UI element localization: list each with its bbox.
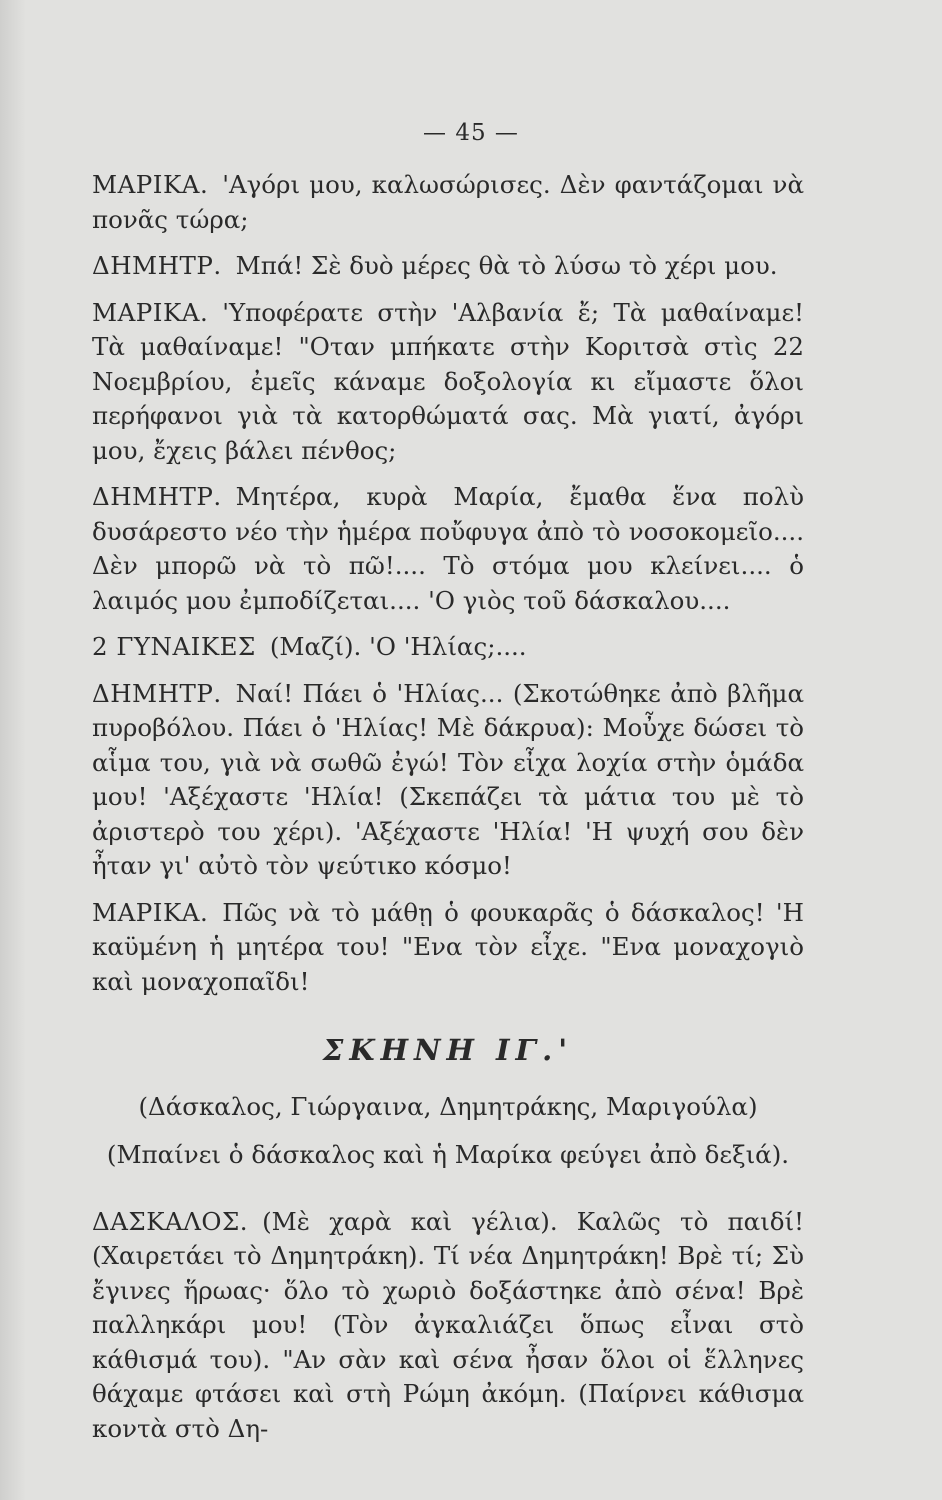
speaker-name: ΔΗΜΗΤΡ. [92, 678, 222, 708]
dialogue-text: (Μὲ χαρὰ καὶ γέλια). Καλῶς τὸ παιδί! (Χαιρετάει τὸ Δημητράκη). Τί νέα Δημητράκη! Βρὲ τί; Σὺ ἔγινες ἥρωας· ὅλο τὸ χωριὸ δοξάστηκε ἀπὸ σένα! Βρὲ παλληκάρι μου! (Τὸν ἀγκαλιάζει ὅπως εἶναι στὸ κάθισμά του). "Αν σὰν καὶ σένα ἦσαν ὅλοι οἱ ἕλληνες θάχαμε φτάσει καὶ στὴ Ρώμη ἀκόμη. (Παίρνει κάθισμα κοντὰ στὸ Δη- [92, 1206, 804, 1443]
speaker-name: ΔΑΣΚΑΛΟΣ. [92, 1206, 249, 1236]
speaker-name: ΜΑΡΙΚΑ. [92, 897, 209, 927]
dialogue-paragraph [92, 896, 804, 1000]
dialogue-paragraph [92, 296, 804, 469]
page-edge-shadow [0, 0, 26, 1500]
dialogue-paragraph [92, 480, 804, 618]
speaker-name: ΜΑΡΙΚΑ. [92, 297, 209, 327]
page-number: — 45 — [423, 120, 519, 146]
scene-title: ΣΚΗΝΗ ΙΓ.' [322, 1033, 574, 1067]
stage-direction: (Μπαίνει ὁ δάσκαλος καὶ ἡ Μαρίκα φεύγει ἀπὸ δεξιά). [106, 1140, 790, 1169]
dialogue-text: 'Υποφέρατε στὴν 'Αλβανία ἔ; Τὰ μαθαίναμε! Τὰ μαθαίναμε! "Οταν μπήκατε στὴν Κοριτσὰ στὶς 22 Νοεμβρίου, ἐμεῖς κάναμε δοξολογία κι εἴμαστε ὅλοι περήφανοι γιὰ τὰ κατορθώματά σας. Μὰ γιατί, ἀγόρι μου, ἔχεις βάλει πένθος; [92, 297, 804, 465]
dialogue-text: (Μαζί). 'Ο 'Ηλίας;.... [269, 632, 527, 661]
stage-cast: (Δάσκαλος, Γιώργαινα, Δημητράκης, Μαριγούλα) [138, 1091, 758, 1121]
spacer [92, 1187, 804, 1205]
dialogue-text: Μητέρα, κυρὰ Μαρία, ἔμαθα ἕνα πολὺ δυσάρεστο νέο τὴν ἡμέρα ποὔφυγα ἀπὸ τὸ νοσοκομεῖο.... Δὲν μπορῶ νὰ τὸ πῶ!.... Τὸ στόμα μου κλείνει.... ὁ λαιμός μου ἐμποδίζεται.... 'Ο γιὸς τοῦ δάσκαλου.... [92, 482, 804, 615]
dialogue-text: Πῶς νὰ τὸ μάθῃ ὁ φουκαρᾶς ὁ δάσκαλος! 'Η καϋμένη ἡ μητέρα του! "Ενα τὸν εἶχε. "Ενα μοναχογιὸ καὶ μοναχοπαῖδι! [92, 897, 804, 996]
speaker-name: ΜΑΡΙΚΑ. [92, 170, 209, 199]
body-text [92, 168, 804, 1458]
speaker-name: ΔΗΜΗΤΡ. [92, 482, 222, 511]
dialogue-paragraph [92, 677, 804, 884]
dialogue-paragraph [92, 1205, 804, 1447]
dialogue-text: Ναί! Πάει ὁ 'Ηλίας... (Σκοτώθηκε ἀπὸ βλῆμα πυροβόλου. Πάει ὁ 'Ηλίας! Μὲ δάκρυα): Μοὖχε δώσει τὸ αἷμα του, γιὰ νὰ σωθῶ ἐγώ! Τὸν εἶχα λοχία στὴν ὁμάδα μου! 'Αξέχαστε 'Ηλία! (Σκεπάζει τὰ μάτια του μὲ τὸ ἀριστερὸ του χέρι). 'Αξέχαστε 'Ηλία! 'Η ψυχή σου δὲν ἦταν γι' αὐτὸ τὸν ψεύτικο κόσμο! [92, 678, 804, 880]
dialogue-paragraph [92, 630, 804, 665]
dialogue-text: 'Αγόρι μου, καλωσώρισες. Δὲν φαντάζομαι νὰ πονᾶς τώρα; [92, 170, 804, 234]
speaker-name: 2 ΓΥΝΑΙΚΕΣ [92, 632, 256, 661]
dialogue-text: Μπά! Σὲ δυὸ μέρες θὰ τὸ λύσω τὸ χέρι μου. [235, 251, 778, 280]
dialogue-paragraph [92, 168, 804, 237]
speaker-name: ΔΗΜΗΤΡ. [92, 251, 222, 280]
dialogue-paragraph [92, 249, 804, 284]
